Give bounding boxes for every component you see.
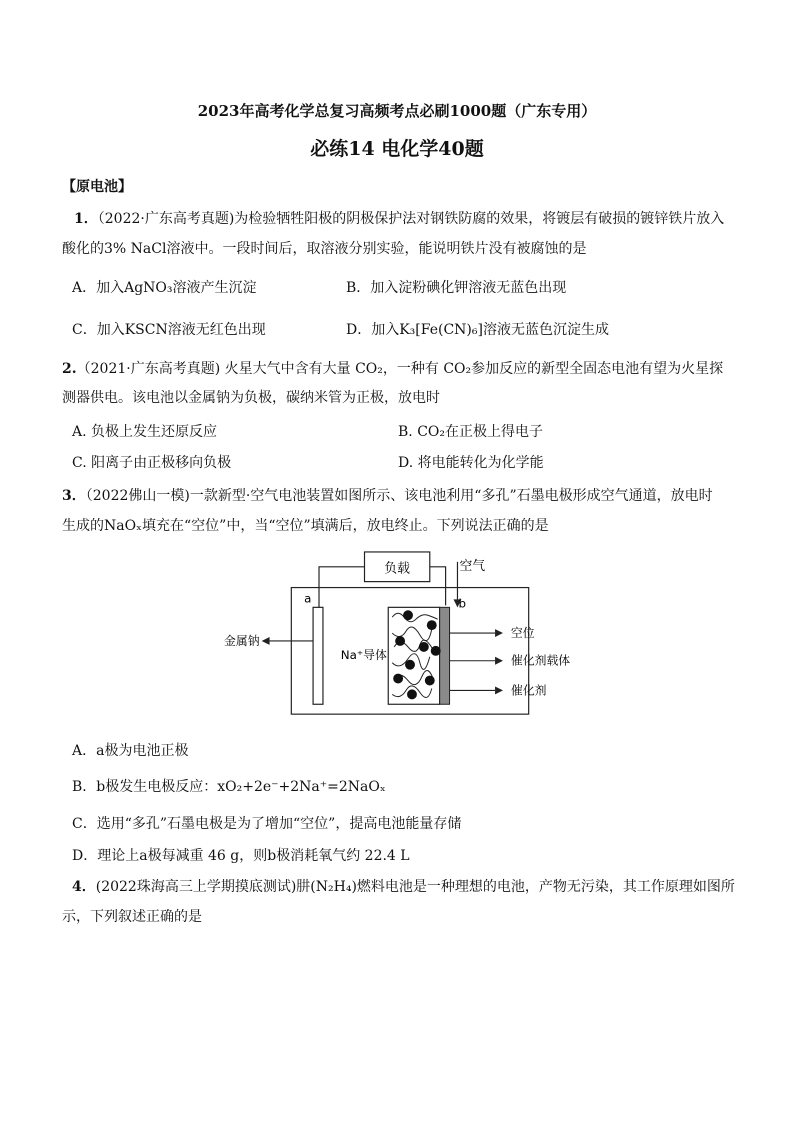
question-3-line2: 生成的NaOₓ填充在“空位”中，当“空位”填满后，放电终止。下列说法正确的是: [62, 518, 549, 534]
wire-right: [430, 567, 446, 606]
question-number: 2.: [62, 361, 77, 377]
document-subtitle: 必练14 电化学40题: [310, 138, 484, 160]
section-heading: 【原电池】: [62, 179, 132, 195]
option-c: C．加入KSCN溶液无红色出现: [72, 322, 266, 338]
catalyst-label: 催化剂: [510, 683, 547, 698]
electrode-b-label: b: [458, 596, 466, 611]
option-d: D．理论上a极每减重 46 g，则b极消耗氧气约 22.4 L: [72, 848, 410, 864]
catalyst-dot: [395, 636, 405, 646]
vacancy-label: 空位: [510, 626, 535, 641]
question-text: （2022佛山一模)一款新型·空气电池装置如图所示、该电池利用“多孔”石墨电极形成空气通道，放电时: [85, 488, 713, 504]
catalyst-dot: [431, 646, 441, 656]
option-a: A. 负极上发生还原反应: [72, 424, 218, 440]
question-text: (2022珠海高三上学期摸底测试)肼(N₂H₄)燃料电池是一种理想的电池，产物无污染，其工作原理如图所: [95, 879, 735, 895]
air-label: 空气: [459, 558, 486, 574]
electrode-a-label: a: [304, 591, 312, 606]
question-number: 1．: [74, 211, 98, 227]
catalyst-dot: [405, 660, 415, 670]
question-1-line2: 酸化的3% NaCl溶液中。一段时间后，取溶液分别实验，能说明铁片没有被腐蚀的是: [62, 241, 587, 257]
question-2-line2: 测器供电。该电池以金属钠为负极，碳纳米管为正极，放电时: [62, 390, 440, 406]
load-label: 负载: [384, 561, 410, 577]
option-a: A．加入AgNO₃溶液产生沉淀: [72, 280, 257, 296]
question-text: （2021·广东高考真题) 火星大气中含有大量 CO₂，一种有 CO₂参加反应的新型全固态电池有望为火星探: [76, 361, 724, 377]
battery-diagram: [200, 548, 620, 728]
document-title: 2023年高考化学总复习高频考点必刷1000题（广东专用）: [197, 102, 597, 120]
question-number: 4．: [72, 879, 96, 895]
option-c: C．选用“多孔”石墨电极是为了增加“空位”，提高电池能量存储: [72, 816, 462, 832]
catalyst-dot: [407, 689, 417, 699]
question-4-line2: 示，下列叙述正确的是: [62, 909, 202, 925]
sodium-label: 金属钠: [224, 633, 260, 648]
sodium-electrode: [313, 607, 323, 704]
question-number: 3．: [62, 488, 86, 504]
option-b: B．b极发生电极反应：xO₂+2e⁻+2Na⁺=2NaOₓ: [72, 779, 386, 795]
question-4: [72, 876, 735, 896]
current-collector: [440, 607, 450, 704]
option-c: C. 阳离子由正极移向负极: [72, 455, 232, 471]
option-d: D. 将电能转化为化学能: [398, 455, 544, 471]
option-b: B. CO₂在正极上得电子: [398, 424, 543, 440]
question-text: （2022·广东高考真题)为检验牺牲阳极的阴极保护法对钢铁防腐的效果，将镀层有破损的镀锌铁片放入: [97, 211, 725, 227]
question-3: [62, 485, 713, 505]
catalyst-dot: [393, 674, 403, 684]
carrier-label: 催化剂载体: [510, 653, 571, 668]
option-d: D．加入K₃[Fe(CN)₆]溶液无蓝色沉淀生成: [346, 322, 609, 338]
catalyst-dot: [425, 676, 435, 686]
question-2: [62, 358, 723, 378]
catalyst-dot: [427, 620, 437, 630]
catalyst-dot: [419, 642, 429, 652]
conductor-label: Na⁺导体: [340, 647, 387, 662]
option-a: A．a极为电池正极: [72, 743, 189, 759]
catalyst-dot: [403, 610, 413, 620]
question-1: [74, 208, 724, 228]
option-b: B．加入淀粉碘化钾溶液无蓝色出现: [346, 280, 567, 296]
